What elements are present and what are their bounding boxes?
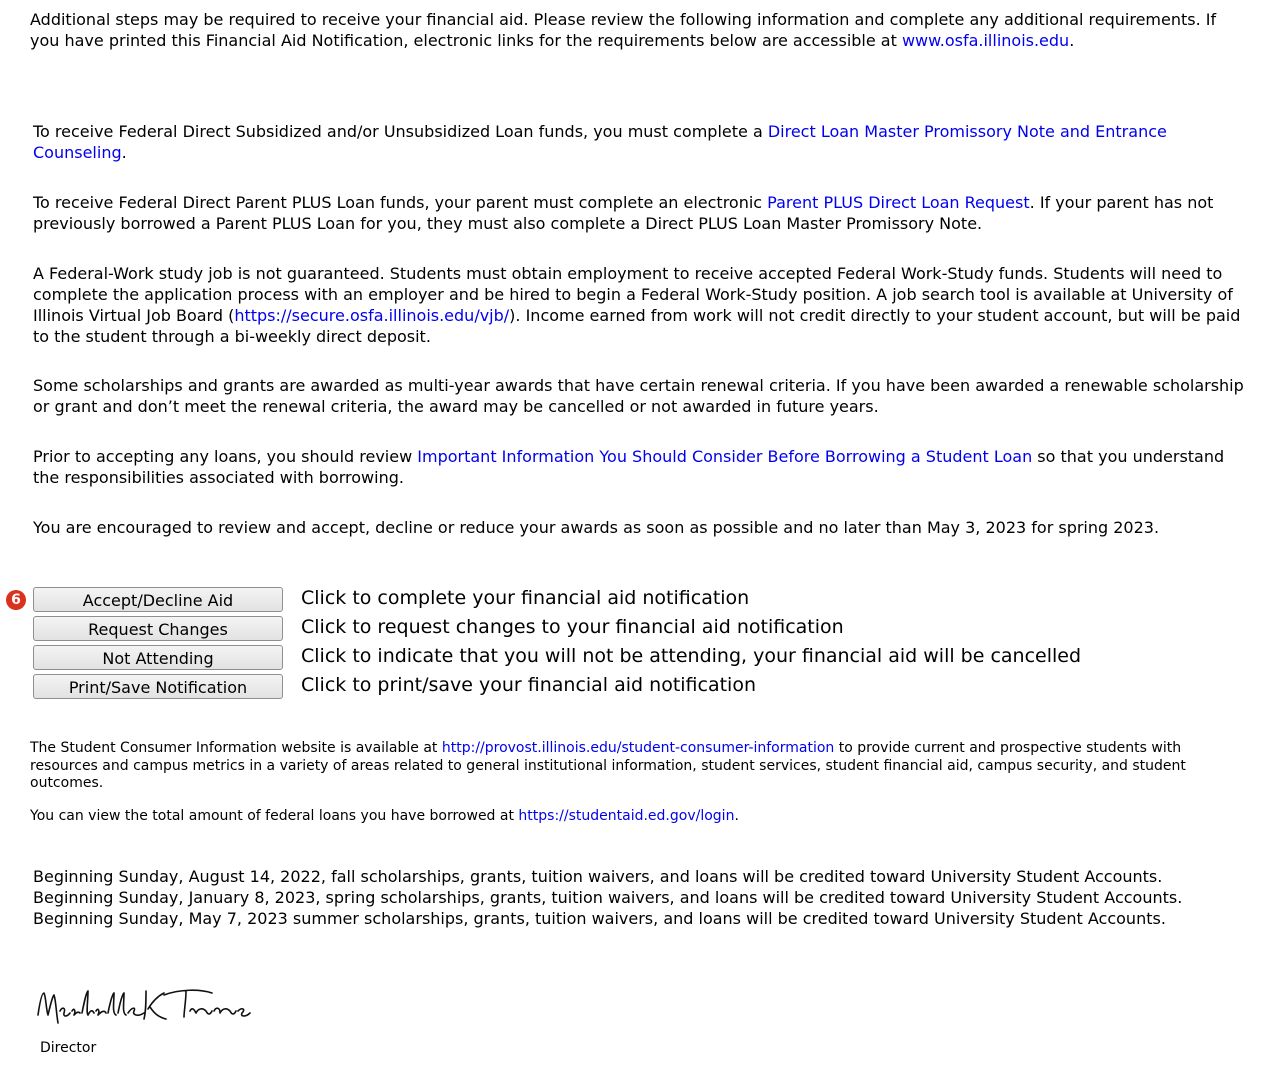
request-changes-row	[33, 616, 844, 641]
virtual-job-board-link[interactable]: https://secure.osfa.illinois.edu/vjb/	[234, 306, 510, 325]
loan-text: To receive Federal Direct Subsidized and/or Unsubsidized Loan funds, you must complete a	[33, 122, 768, 141]
loan-end: .	[121, 143, 127, 162]
intro-text: Additional steps may be required to receive your financial aid. Please review the following information and complete any additional requirements. If you have printed this Financial Aid Notification, electronic links for the requirements below are accessible at	[30, 10, 1217, 50]
step-badge: 6	[6, 590, 26, 610]
workstudy-paragraph	[33, 263, 1255, 347]
studentaid-link[interactable]: https://studentaid.ed.gov/login	[518, 808, 735, 824]
mpn-entrance-counseling-link[interactable]: Direct Loan Master Promissory Note and Entrance Counseling	[33, 122, 1167, 162]
prior-paragraph	[33, 446, 1255, 488]
consumer-text: The Student Consumer Information website is available at	[30, 740, 442, 756]
consumer-info-link[interactable]: http://provost.illinois.edu/student-consumer-information	[441, 740, 835, 756]
workstudy-end: ). Income earned from work will not credit directly to your student account, but will be paid to the student through a bi-weekly direct deposit.	[33, 306, 1241, 346]
print-save-row	[33, 674, 756, 699]
intro-paragraph	[30, 9, 1230, 51]
federal-end: .	[734, 808, 739, 824]
director-signature	[34, 985, 254, 1030]
crediting-paragraph: Beginning Sunday, August 14, 2022, fall scholarships, grants, tuition waivers, and loans will be credited toward University Student Accounts. Beginning Sunday, January 8, 2023, spring scholarships, grants, tuition waivers, and loans will be credited toward University Student Accounts. Beginning Sunday, May 7, 2023 summer scholarships, grants, tuition waivers, and loans will be credited toward University Student Accounts.	[33, 867, 1183, 928]
accept-decline-aid-button[interactable]: Accept/Decline Aid	[33, 587, 283, 612]
accept-decline-description: Click to complete your financial aid notification	[301, 587, 750, 609]
not-attending-row	[33, 645, 1082, 670]
accept-decline-row	[33, 587, 750, 612]
federal-loans-paragraph	[30, 808, 1230, 826]
request-changes-description: Click to request changes to your financial aid notification	[301, 616, 844, 638]
request-changes-button[interactable]: Request Changes	[33, 616, 283, 641]
plus-text: To receive Federal Direct Parent PLUS Loan funds, your parent must complete an electronic	[33, 193, 768, 212]
parent-plus-request-link[interactable]: Parent PLUS Direct Loan Request	[767, 193, 1030, 212]
federal-text: You can view the total amount of federal loans you have borrowed at	[30, 808, 519, 824]
print-save-notification-button[interactable]: Print/Save Notification	[33, 674, 283, 699]
not-attending-description: Click to indicate that you will not be attending, your financial aid will be cancelled	[301, 645, 1082, 667]
consumer-info-paragraph	[30, 740, 1230, 793]
workstudy-text: A Federal-Work study job is not guaranteed. Students must obtain employment to receive accepted Federal Work-Study funds. Students will need to complete the application process with an employer and be hired to begin a Federal Work-Study position. A job search tool is available at University of Illinois Virtual Job Board (	[33, 264, 1233, 325]
not-attending-button[interactable]: Not Attending	[33, 645, 283, 670]
intro-end: .	[1069, 31, 1075, 50]
prior-end: so that you understand the responsibilities associated with borrowing.	[33, 447, 1225, 487]
plus-paragraph	[33, 192, 1255, 234]
scholarships-paragraph: Some scholarships and grants are awarded as multi-year awards that have certain renewal criteria. If you have been awarded a renewable scholarship or grant and don’t meet the renewal criteria, the award may be cancelled or not awarded in future years.	[33, 376, 1244, 416]
director-title: Director	[40, 1040, 97, 1056]
important-information-link[interactable]: Important Information You Should Consider Before Borrowing a Student Loan	[417, 447, 1033, 466]
print-save-description: Click to print/save your financial aid notification	[301, 674, 756, 696]
loan-paragraph	[33, 121, 1255, 163]
plus-end: . If your parent has not previously borrowed a Parent PLUS Loan for you, they must also complete a Direct PLUS Loan Master Promissory Note.	[33, 193, 1214, 233]
osfa-link[interactable]: www.osfa.illinois.edu	[901, 31, 1070, 50]
prior-text: Prior to accepting any loans, you should review	[33, 447, 418, 466]
consumer-end: to provide current and prospective students with resources and campus metrics in a variety of areas related to general institutional information, student services, student financial aid, campus security, and student outcomes.	[30, 740, 1186, 791]
encourage-paragraph: You are encouraged to review and accept, decline or reduce your awards as soon as possible and no later than May 3, 2023 for spring 2023.	[33, 518, 1160, 537]
